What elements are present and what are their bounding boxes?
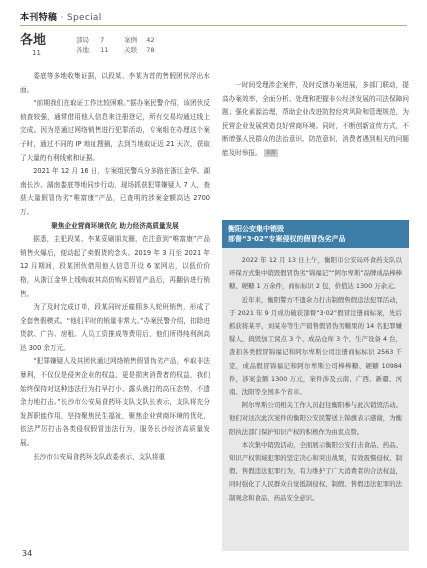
sidebar-paragraph: 本次集中销毁活动，全面展示衡阳公安打击食品、药品、知识产权领域犯罪的坚定决心和突出战果，有效震慑侵权、制假、售假违法犯罪行为，有力维护了广大消费者的合法权益，同时强化了人民群众自觉抵制侵权、制假、售假违法犯罪的法制观念和食品、药品安全意识。 <box>229 440 402 502</box>
stat-label: 各地 <box>76 46 89 54</box>
article-paragraph: 据悉，主犯段某、李某妥刷朋友圈，在注意到“唯富康”产品销售火爆后，便动起了卖假货的念头。2019 年 3 月至 2021 年 12 月期间，段某团伙借用他人信息开设 6 家网店，以低价价格，从浙江金华上线购取其高仿购买假冒产品后，再翻倍进行销售。 <box>20 235 210 298</box>
section-subtitle-text: · Special <box>60 13 102 23</box>
article-paragraph-text: 一时间受理涉企案件，及时反馈办案进展，多部门联动，提高办案效率，全面分析、处理和把握非公经济发展的司法保障问题；强化素源治理，帮助企业改进防控经营风险和管理规范，为民营企业发展营造良好营商环境。同时，不断创新宣传方式，不断增强人民群众的法治意识、防范意识，消费者遇到相关的问题能及时举报。 <box>222 81 409 157</box>
sidebar-title-line: 部督“3·02”专案侵权的假冒伪劣产品 <box>228 235 346 243</box>
sidebar-box <box>222 220 409 551</box>
magazine-section-title <box>20 10 102 23</box>
stat-value: 42 <box>146 36 155 44</box>
article-paragraph: “前期我们在取证工作比较困难。”据办案民警介绍，该团伙反侦查较强，通常借用他人信息来注册登记，所有交易均通过线上完成。因为是通过网络销售进行犯罪活动，专案组在办理这个案子时，通过不同的 IP 地址搜捕，去到当地取证近 21 天次，获取了大量的有利线索和证据。 <box>20 99 210 162</box>
stat-label: 案例 <box>124 36 138 44</box>
region-number: 11 <box>32 49 41 57</box>
header-divider <box>20 25 407 26</box>
section-heading: 聚焦企业营商环境优化 助力经济高质量发展 <box>51 221 179 230</box>
section-title-text: 本刊特稿 <box>20 13 58 23</box>
stats-row <box>76 35 155 45</box>
stat-value: 78 <box>146 46 155 54</box>
sidebar-paragraph: 近年来，衡阳警方不遗余力打击制假售假违法犯罪活动，于 2021 年 9 月成功破获部督“3·02”假冒注册商标案，先后抓获将某平、刘某寿等生产销售假冒伪劣糖果的 14 名犯罪嫌疑人，捣毁加工窝点 3 个、成品仓库 3 个、生产设备 4 台，查扣各类假冒锦福记和阿尔卑斯公司注册商标标识 2563 千克，成品假冒锦福记和阿尔卑斯公司棒棒糖、硬糖 10984 件，涉案金额 1300 万元，案件涉及云南、广西、新疆、河南、沈阳等全国多个省市。 <box>229 295 402 397</box>
article-paragraph: 2021 年 12 月 16 日，专案组民警兵分多路在浙江金华、湖南长沙、湖南娄底等地同步行动，现场抓获犯罪嫌疑人 7 人，查获大量假冒伪劣“唯富康”产品，已查明的涉案金额高达 2700 万。 <box>20 167 210 216</box>
article-right-column <box>222 79 409 161</box>
page-number: 34 <box>22 549 33 558</box>
article-paragraph: 委底等多地收集证据，以段某、李某为首的售假团伙浮出水面。 <box>20 72 210 94</box>
article-left-column <box>20 70 210 464</box>
stat-label: 关联 <box>124 46 138 54</box>
sidebar-body <box>222 248 409 511</box>
article-paragraph: “犯罪嫌疑人及其团伙通过网络销售假冒伪劣产品，牟取非法暴利，不仅仅是侵害企业的权益，更是损害消费者的权益，我们始终保持对这种违法行为打早打小、露头就打的高压态势，不遗余力地打击。”长沙市公安局食药环支队支队长表示，支队将充分发挥职能作用，坚持聚焦民生福祉，聚焦企业营商环境的优化，依法严厉打击各类侵权假冒违法行为，服务长沙经济高质量发展。 <box>20 357 210 448</box>
stat-value: 7 <box>100 36 105 44</box>
sidebar-header <box>222 220 409 248</box>
region-label <box>20 33 66 61</box>
stat-label: 部局 <box>76 36 89 44</box>
article-paragraph: 长沙市公安局食药环支队政委表示，支队将重 <box>33 452 166 461</box>
article-paragraph <box>222 79 409 161</box>
article-paragraph: 为了及时完成订单，段某同时还雇佣多人轮班销售，形成了全套售假模式。“他们平时的销量非常大。”办案民警介绍，扣除进货款、广告、房租、人员工资推成等费用后，他们所得纯利润高达 300 余万元。 <box>20 303 210 352</box>
stats-row <box>76 45 155 55</box>
source-tag: 来源 <box>265 149 276 156</box>
stats-block <box>76 35 155 55</box>
sidebar-paragraph: 阿尔卑斯公司相关工作人员赶往衡阳参与此次销毁活动。他们对这次此次案件的衡阳公安民警送上锦旗表示感谢，为衡阳执法部门保护知识产权的积极作为由衷点赞。 <box>229 401 402 436</box>
region-name: 各地 <box>20 33 47 48</box>
sidebar-paragraph: 2022 年 12 月 13 日上午，衡阳市公安局环食药支队以环保方式集中销毁假冒伪劣“锦福记”“阿尔卑斯”品牌成品棒棒糖、硬糖 1 万余件，商标标识 2 包，价值达 1300 万余元。 <box>229 256 403 291</box>
sidebar-title-line: 衡阳公安集中销毁 <box>228 225 284 233</box>
stat-value: 11 <box>100 46 109 54</box>
